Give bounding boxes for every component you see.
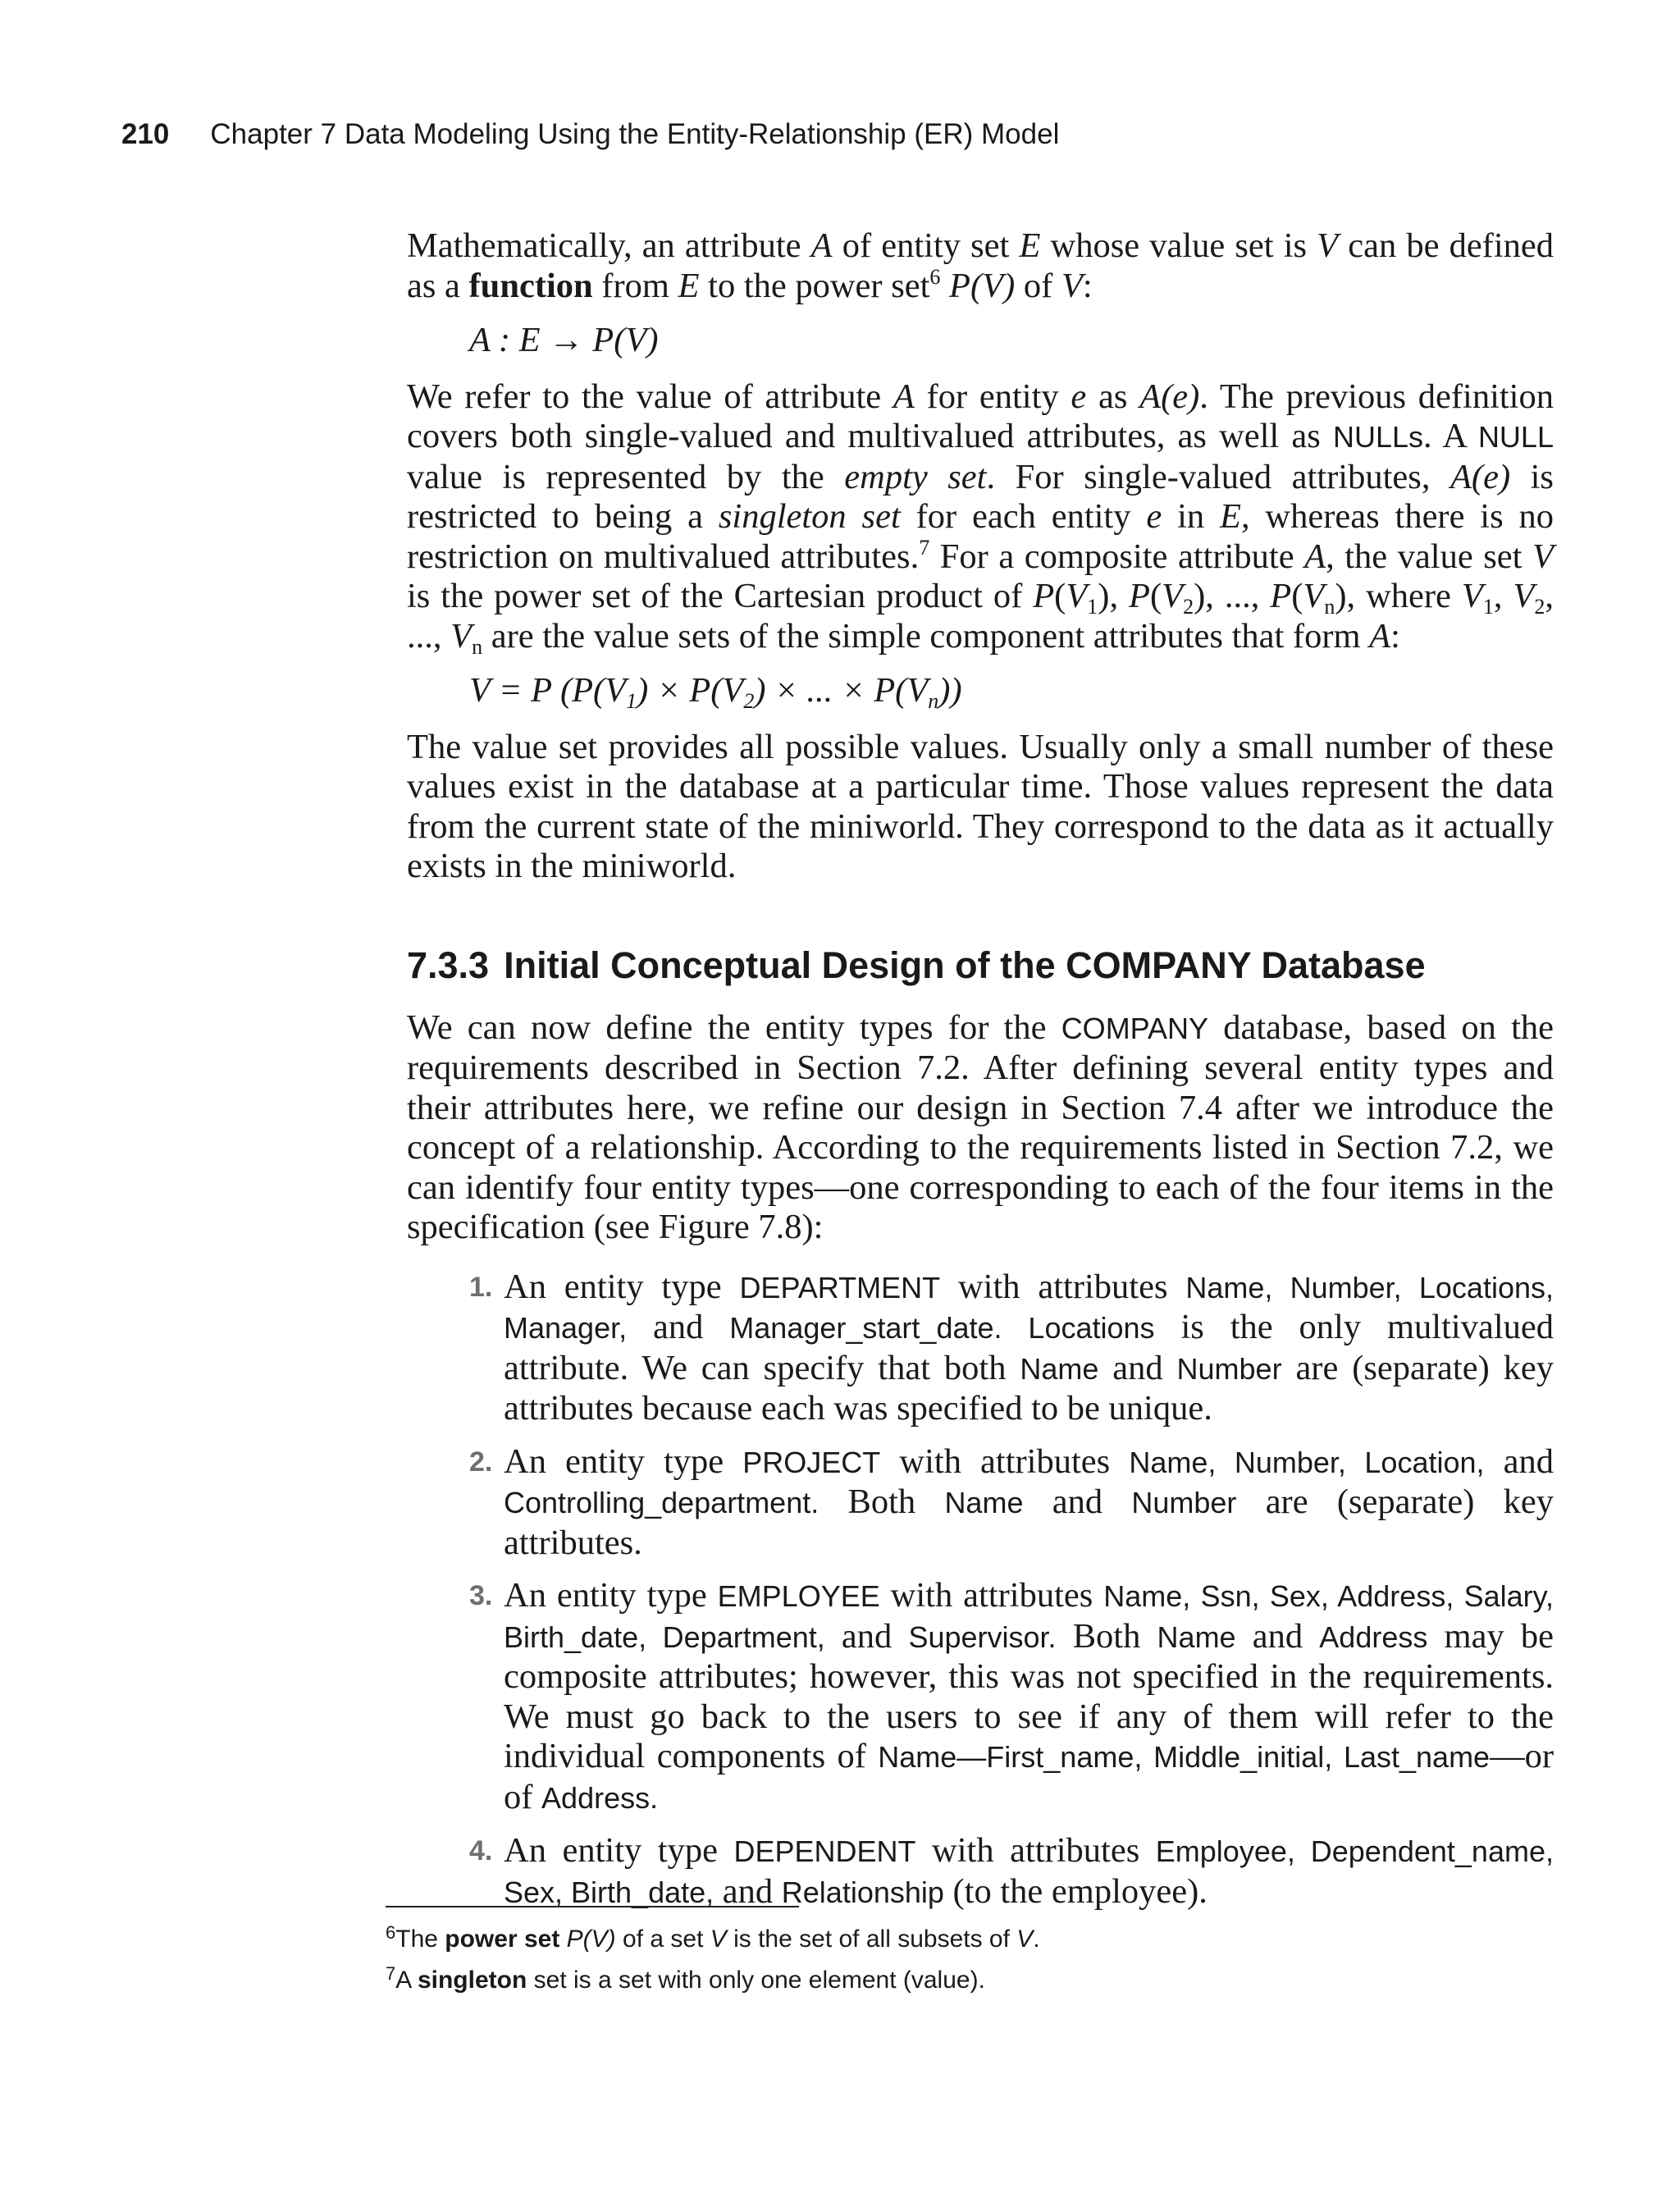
equation-composite: V = P ($P(V_1) \times P(V_2)$ × ... × $P(V_n)$) (469, 671, 962, 713)
footnote-6: $^6$The power set P(V) of a set V is the set of all subsets of V. (386, 1922, 1040, 1953)
entity-type-list (407, 1268, 1554, 1913)
footnote-ref-7: 7 (919, 535, 930, 560)
list-item: 2. An entity type PROJECT with attributes Name, Number, Location, and Controlling_department. Both Name and Number are (separate) key attributes. (469, 1441, 1554, 1562)
body-column (407, 226, 1554, 1926)
running-header (121, 118, 1059, 151)
footnote-ref-6: 6 (929, 264, 941, 289)
running-title: Chapter 7 Data Modeling Using the Entity-Relationship (ER) Model (210, 118, 1060, 150)
list-item: 4. An entity type DEPENDENT with attributes Employee, Dependent_name, Sex, Birth_date, and Relationship (to the employee). (469, 1831, 1554, 1911)
term-function: function (468, 266, 593, 305)
list-item: 3. An entity type EMPLOYEE with attributes Name, Ssn, Sex, Address, Salary, Birth_date, Department, and Supervisor. Both Name and Address may be composite attributes; however, this was not specified in the requirements. We must go back to the users to see if any of them will refer to the individual components of Name—First_name, Middle_initial, Last_name—or of Address. (469, 1576, 1554, 1816)
definition-paragraph: We refer to the value of attribute A for entity e as A(e). The previous definition covers both single-valued and multivalued attributes, as well as NULLs. A NULL value is represented by the empty set. For single-valued attributes, A(e) is restricted to being a singleton set for each entity e in E, whereas there is no restriction on multivalued attributes.$^7$ For a composite attribute A, the value set V is the power set of the Cartesian product of $P(V_1)$, $P(V_2)$, ..., $P(V_n)$, where $V_1$, $V_2$, ..., $V_n$ are the value sets of the simple component attributes that form A: (407, 377, 1554, 659)
section-title: Initial Conceptual Design of the COMPANY Database (504, 943, 1426, 986)
list-item: 1. An entity type DEPARTMENT with attributes Name, Number, Locations, Manager, and Manager_start_date. Locations is the only multivalued attribute. We can specify that both Name and Number are (separate) key attributes because each was specified to be unique. (469, 1267, 1554, 1428)
section-heading (407, 943, 1554, 989)
section-number: 7.3.3 (407, 943, 490, 986)
footnote-7: $^7$A singleton set is a set with only one element (value). (386, 1963, 985, 1994)
page-number: 210 (121, 118, 170, 150)
section-intro-paragraph: We can now define the entity types for the COMPANY database, based on the requirements described in Section 7.2. After defining several entity types and their attributes here, we refine our design in Section 7.4 after we introduce the concept of a relationship. According to the requirements listed in Section 7.2, we can identify four entity types—one corresponding to each of the four items in the specification (see Figure 7.8): (407, 1007, 1554, 1246)
equation-function: A : E → P(V) (469, 321, 659, 359)
footnote-rule (386, 1906, 799, 1907)
intro-paragraph: Mathematically, an attribute A of entity set E whose value set is V can be defined as a function from E to the power set$^6$ P(V) of V: (407, 226, 1554, 305)
value-set-paragraph: The value set provides all possible values. Usually only a small number of these values exist in the database at a particular time. Those values represent the data from the current state of the miniworld. They correspond to the data as it actually exists in the miniworld. (407, 727, 1554, 885)
